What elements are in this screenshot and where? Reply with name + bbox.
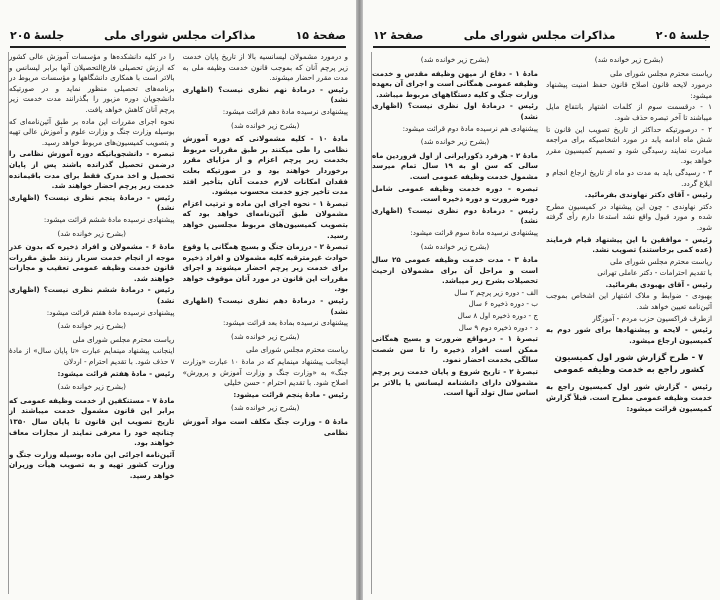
paragraph: با تقدیم احترامات - دکتر عاملی تهرانی [597,268,712,278]
paragraph: (بشرح زیر خوانده شد) [420,55,490,64]
paragraph: (بشرح زیر خوانده شد) [231,120,300,130]
paragraph: درمورد لایحه قانون اصلاح قانون حفظ امنیت پیشنهاد میشود: [546,80,712,100]
paragraph: رئیس - گزارش شور اول کمیسیون راجع به خدمت وظیفه عمومی مطرح است. قبلاً گزارش کمیسیون قرائت میشود: [546,382,712,413]
column-left [371,52,538,594]
paragraph: ازطرف فراکسیون حزب مردم - آموزگار [592,313,712,323]
column-left [8,52,175,594]
paragraph: تبصرهٔ ۱ - نحوه اجرای این ماده و ترتیب اعزام مشمولان طبق آئین‌نامه‌ای خواهد بود که بتصویب کمیسیون‌های مربوط مجلسین خواهد رسید. [182,198,348,240]
paragraph: ریاست محترم مجلس شورای ملی [609,68,712,78]
paragraph: مادهٔ ۲ - هرفرد ذکورایرانی از اول فروردین ماه سالی که سن او به ۱۹ سال تمام میرسد مشمول خدمت وظیفه عمومی است. [372,150,538,181]
column-right [183,52,349,594]
publication-title: مذاکرات مجلس شورای ملی [104,28,256,42]
right-page [363,0,720,600]
section-heading: ۷ - طرح گزارش شور اول کمیسیون کشور راجع به خدمت وظیفه عمومی [553,353,705,376]
column-right [546,52,712,594]
page-number: صفحهٔ ۱۲ [373,28,424,42]
paragraph: تبصره - دانشجویانیکه دوره آموزش نظامی را درضمن تحصیل گذرانده باشند پس از پایان تحصیل و اخذ مدرک فقط برای مدت باقیمانده خدمت زیر پرچم احضار خواهند شد. [9,149,175,191]
paragraph: (بشرح زیر خوانده شد) [231,403,300,413]
paragraph: را در کلیه دانشکده‌ها و مؤسسات آموزش عالی کشور که ارزش تحصیلی فارغ‌التحصیلان آنها برابر لیسانس و بالاتر است با همکاری دانشگاهها و مؤسسات مربوط در برنامه‌های تحصیلی منظور نماید و در صورتیکه دانشجویان دوره مزبور را بگذرانند مدت خدمت زیر پرچم آنان کاهش خواهد یافت. [9,52,175,114]
paragraph: و درمورد مشمولان لیسانسیه بالا از تاریخ پایان خدمت زیر پرچم آنان که بموجب قانون خدمت وظیفه ملی به مدت مقرر احضار میشوند. [182,52,348,83]
paragraph: ج - دوره ذخیره اول ۸ سال [457,311,538,321]
paragraph: (بشرح زیر خوانده شد) [420,241,490,251]
paragraph: تبصرهٔ ۱ - درمواقع ضرورت و بسیج همگانی ممکن است افراد ذخیره را تا سن شصت سالگی بخدمت احضار نمود. [372,334,538,365]
paragraph: اینجانب پیشنهاد مینمایم که در مادهٔ ۱۰ عبارت «وزارت جنگ» به «وزارت جنگ و وزارت آموزش و پرورش» اصلاح شود. با تقدیم احترام - حسن خلیلی [182,357,348,388]
paragraph: رئیس - آقای دکتر نهاوندی بفرمائید. [584,190,712,200]
paragraph: د - دوره ذخیره دوم ۹ سال [458,322,538,332]
paragraph: بهبودی - ضوابط و ملاک اشتهار این اشخاص بموجب آئین‌نامه تعیین خواهد شد. [546,291,712,312]
page-header [373,24,710,48]
paragraph: رئیس - درمادهٔ نهم نظری نیست؟ (اظهاری نشد) [182,84,348,105]
paragraph: مادهٔ ۱۰ - کلیه مشمولانی که دوره آموزش نظامی را طی میکنند بر طبق مقررات مربوط بخدمت زیر پرچم اعزام و از مزایای مقرر برخوردار خواهند بود و در صورتیکه بعلت فقدان امکانات لازم خدمت آنان بتأخیر افتد مدت تأخیر جزو خدمت محسوب میشود. [182,134,348,197]
paragraph: ۲ - درصورتیکه حداکثر از تاریخ تصویب این قانون تا شش ماه ادامه یابد در مورد اشخاصیکه برای مراجعه مبادرت نمایند رسیدگی شود و تصمیم کمیسیون مقرر خواهد بود. [546,124,712,166]
paragraph: رئیس - درمادهٔ اول نظری نیست؟ (اظهاری نشد) [372,101,538,121]
paragraph: مادهٔ ۷ - مستنکفین از خدمت وظیفه عمومی که برابر این قانون مشمول خدمت میباشند از تاریخ تصویب این قانون تا پایان سال ۱۳۵۰ چنانچه خود را معرفی نمایند از مجازات معاف خواهند بود. [9,395,175,448]
paragraph: تبصره - دوره خدمت وظیفه عمومی شامل دوره ضرورت و دوره ذخیره است. [372,183,538,204]
paragraph: ۱ - درقسمت سوم از کلمات اشتهار بانتفاع مایل میباشند تا آخر تبصره حذف شود. [546,102,712,122]
paragraph: ریاست محترم مجلس شورای ملی [72,334,175,344]
paragraph: (بشرح زیر خوانده شد) [57,321,126,331]
book-gutter [356,0,363,600]
paragraph: ب - دوره ذخیره ۶ سال [468,299,538,309]
paragraph: رئیس - درمادهٔ دهم نظری نیست؟ (اظهاری نشد) [182,296,348,316]
paragraph: دکتر نهاوندی - چون این پیشنهاد در کمیسیون مطرح شده و مورد قبول واقع نشد استدعا دارم رأی گرفته شود. [546,201,712,232]
paragraph: پیشنهادی نرسیده مادهٔ هفتم قرائت میشود: [46,307,175,317]
publication-title: مذاکرات مجلس شورای ملی [463,28,616,42]
paragraph: ریاست محترم مجلس شورای ملی [245,345,348,355]
paragraph: پیشنهادی نرسیده بمادهٔ بعد قرائت میشود: [223,318,348,328]
paragraph: نحوه اجرای مقررات این ماده بر طبق آئین‌نامه‌ای که بوسیله وزارت جنگ و وزارت علوم و آموزش عالی تهیه و بتصویب کمیسیون‌های مربوط خواهد رسید. [9,116,175,147]
paragraph: پیشنهادی نرسیده مادهٔ سوم قرائت میشود: [410,227,538,237]
paragraph: تبصرهٔ ۲ - درزمان جنگ و بسیج همگانی یا وقوع حوادث غیرمترقبه کلیه مشمولان و افراد ذخیره برای خدمت زیر پرچم احضار میشوند و اجرای مقررات این قانون در مورد آنان موقوف خواهد بود. [182,242,348,294]
paragraph: پیشنهادی نرسیده مادهٔ دهم قرائت میشود: [222,106,348,116]
paragraph: رئیس - لایحه و پیشنهادها برای شور دوم به کمیسیون ارجاع میشود. [546,325,712,345]
left-page [0,0,356,600]
paragraph: رئیس - درمادهٔ ششم نظری نیست؟ (اظهاری نشد) [9,285,175,306]
page-number: صفحهٔ ۱۵ [295,28,346,42]
paragraph: رئیس - موافقین با این پیشنهاد قیام فرمایند (عده کمی برخاستند) تصویب نشد. [546,234,712,255]
paragraph: (بشرح زیر خوانده شد) [231,331,300,341]
paragraph: پیشنهادی نرسیده مادهٔ ششم قرائت میشود: [43,214,175,224]
paragraph: ریاست محترم مجلس شورای ملی [609,256,712,266]
paragraph: تبصرهٔ ۲ - تاریخ شروع و پایان خدمت زیر پرچم مشمولان دارای دانشنامه لیسانس یا بالاتر بر اساس سال تولد آنها است. [372,367,538,398]
paragraph: مادهٔ ۳ - مدت خدمت وظیفه عمومی ۲۵ سال است و مراحل آن برای مشمولان ازحیث تحصیلات بشرح زیر میباشد. [372,255,538,286]
paragraph: (بشرح زیر خوانده شد) [420,137,490,147]
paragraph: (بشرح زیر خوانده شد) [594,55,664,64]
paragraph: ۳ - رسیدگی باید به مدت دو ماه از تاریخ ارجاع انجام و ابلاغ گردد. [546,167,712,188]
paragraph: مادهٔ ۵ - وزارت جنگ مکلف است مواد آموزش نظامی [182,417,348,437]
paragraph: الف - دوره زیر پرچم ۲ سال [454,287,538,297]
paragraph: رئیس - درمادهٔ دوم نظری نیست؟ (اظهاری نشد) [372,205,538,226]
paragraph: رئیس - آقای بهبودی بفرمائید. [605,279,712,289]
paragraph: اینجانب پیشنهاد مینمایم عبارت «تا پایان سال» از مادهٔ ۷ حذف شود. با تقدیم احترام - اردلان [9,346,175,367]
paragraph: رئیس - مادهٔ پنجم قرائت میشود: [233,389,348,399]
paragraph: رئیس - درمادهٔ پنجم نظری نیست؟ (اظهاری نشد) [9,192,175,213]
paragraph: پیشنهادی هم نرسیده مادهٔ دوم قرائت میشود: [402,123,538,133]
paragraph: رئیس - مادهٔ هفتم قرائت میشود: [57,368,175,378]
paragraph: مادهٔ ۶ - مشمولان و افراد ذخیره که بدون عذر موجه از انجام خدمت سرباز زنند طبق مقررات قانون خدمت وظیفه عمومی تعقیب و مجازات خواهند شد. [9,242,175,283]
paragraph: (بشرح زیر خوانده شد) [57,228,126,238]
page-header [10,24,346,48]
session-number: جلسهٔ ۲۰۵ [655,28,710,42]
paragraph: مادهٔ ۱ - دفاع از میهن وظیفه مقدس و خدمت وظیفه عمومی همگانی است و اجرای آن بعهده وزارت جنگ و کلیه دستگاههای مربوط میباشد. [372,68,538,99]
paragraph: (بشرح زیر خوانده شد) [57,382,126,392]
text-columns [371,52,712,594]
session-number: جلسهٔ ۲۰۵ [10,28,65,42]
paragraph: آئین‌نامه اجرائی این ماده بوسیله وزارت جنگ و وزارت کشور تهیه و به تصویب هیأت وزیران خواهد رسید. [9,449,175,480]
text-columns [8,52,348,594]
